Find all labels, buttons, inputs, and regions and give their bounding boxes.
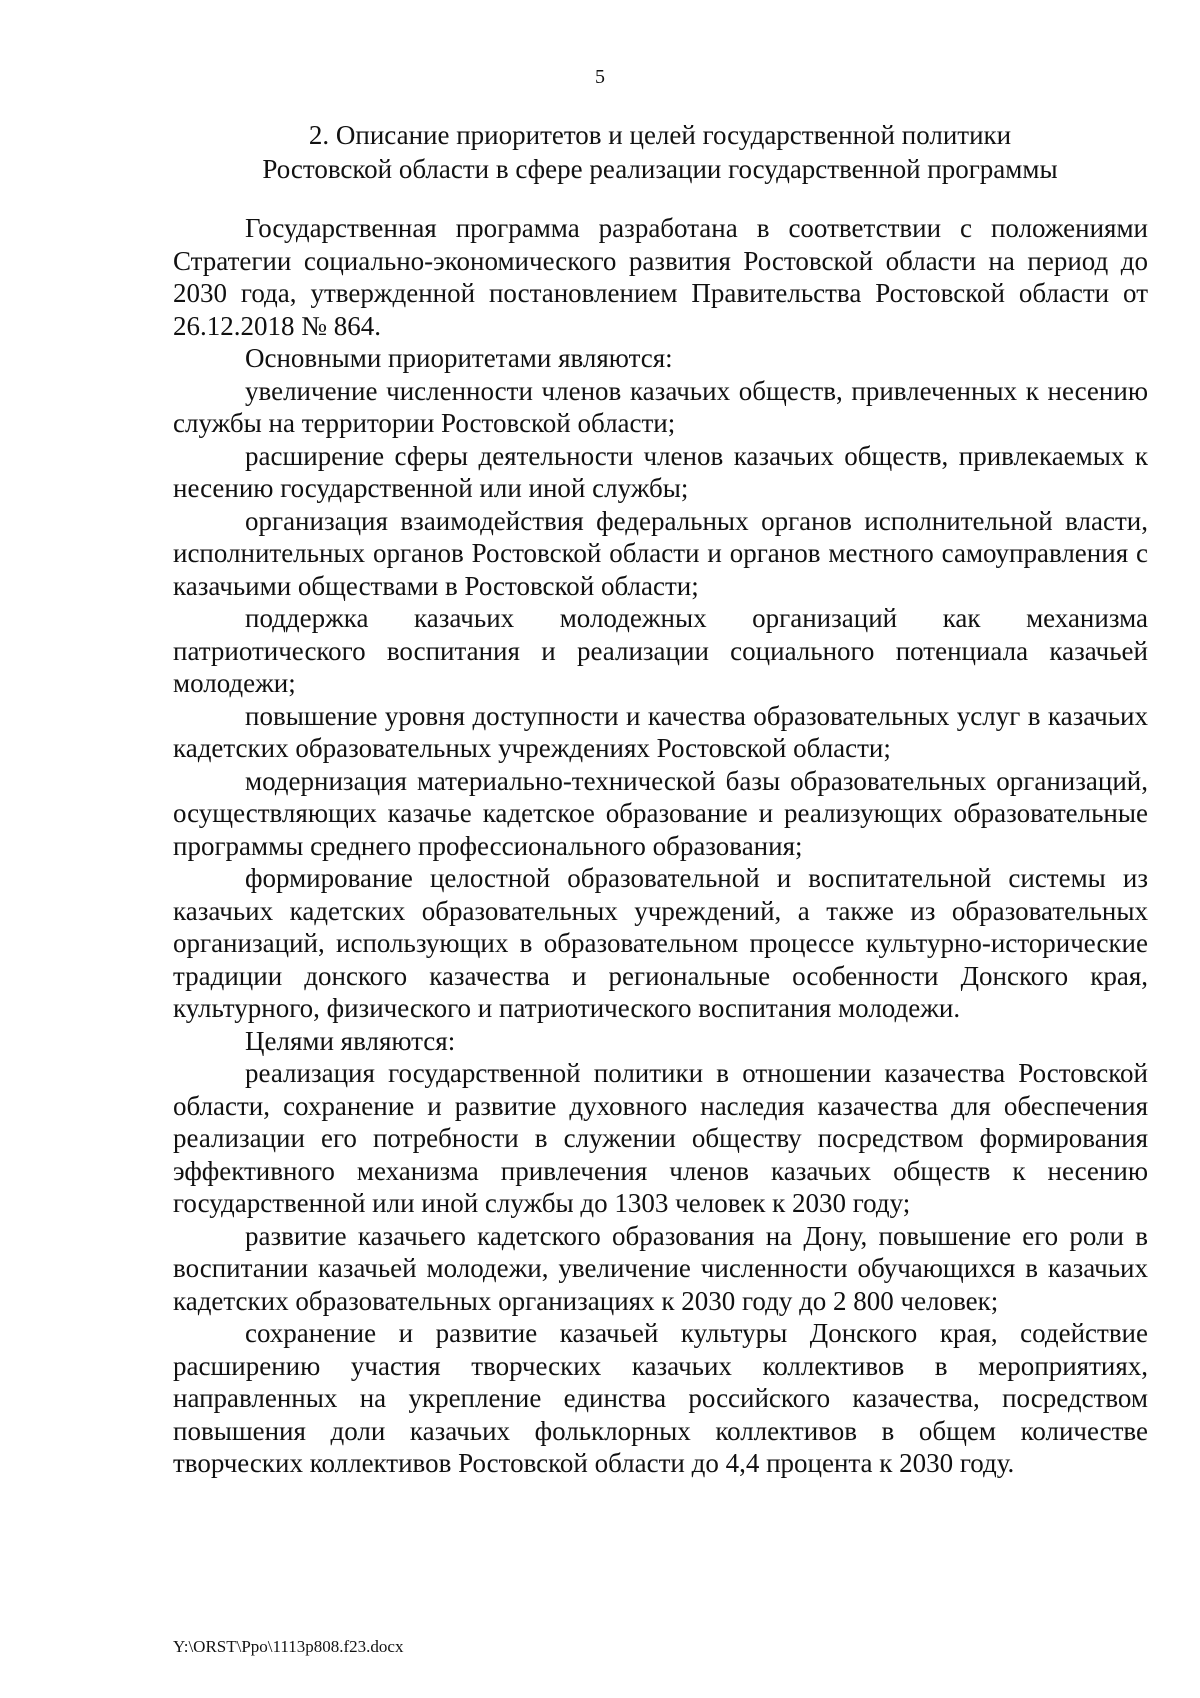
paragraph-priorities-intro: Основными приоритетами являются: [245,343,673,373]
paragraph-priority-4: поддержка казачьих молодежных организаций как механизма патриотического воспитания и реализации социального потенциала казачьей молодежи; [173,603,1148,698]
paragraph-program-basis: Государственная программа разработана в соответствии с положениями Стратегии социально-экономического развития Ростовской области на период до 2030 года, утвержденной постановлением Правительства Ростовской области от 26.12.2018 № 864. [173,213,1148,341]
paragraph-goal-3: сохранение и развитие казачьей культуры Донского края, содействие расширению участия творческих казачьих коллективов в мероприятиях, направленных на укрепление единства российского казачества, посредством повышения доли казачьих фольклорных коллективов в общем количестве творческих коллективов Ростовской области до 4,4 процента к 2030 году. [173,1318,1148,1478]
paragraph-priority-7: формирование целостной образовательной и воспитательной системы из казачьих кадетских образовательных учреждений, а также из образовательных организаций, использующих в образовательном процессе культурно-исторические традиции донского казачества и региональные особенности Донского края, культурного, физического и патриотического воспитания молодежи. [173,863,1148,1023]
document-body [173,212,1148,1480]
page-number: 5 [595,66,605,88]
paragraph-priority-5: повышение уровня доступности и качества образовательных услуг в казачьих кадетских образовательных учреждениях Ростовской области; [173,700,1148,763]
paragraph-priority-3: организация взаимодействия федеральных органов исполнительной власти, исполнительных органов Ростовской области и органов местного самоуправления с казачьими обществами в Ростовской области; [173,505,1148,601]
file-path-footer: Y:\ORST\Ppo\1113p808.f23.docx [173,1637,404,1656]
paragraph-priority-6: модернизация материально-технической базы образовательных организаций, осуществляющих казачье кадетское образование и реализующих образовательные программы среднего профессионального образования; [173,765,1148,861]
section-heading-line-2: Ростовской области в сфере реализации государственной программы [262,154,1058,184]
paragraph-goal-1: реализация государственной политики в отношении казачества Ростовской области, сохранение и развитие духовного наследия казачества для обеспечения реализации его потребности в служении обществу посредством формирования эффективного механизма привлечения членов казачьих обществ к несению государственной или иной службы до 1303 человек к 2030 году; [173,1058,1148,1218]
paragraph-goal-2: развитие казачьего кадетского образования на Дону, повышение его роли в воспитании казачьей молодежи, увеличение численности обучающихся в казачьих кадетских образовательных организациях к 2030 году до 2 800 человек; [173,1220,1148,1316]
section-heading [160,118,1160,186]
section-heading-line-1: 2. Описание приоритетов и целей государственной политики [308,120,1012,150]
paragraph-goals-intro: Целями являются: [245,1025,456,1056]
paragraph-priority-1: увеличение численности членов казачьих обществ, привлеченных к несению службы на территории Ростовской области; [173,375,1148,438]
paragraph-priority-2: расширение сферы деятельности членов казачьих обществ, привлекаемых к несению государственной или иной службы; [173,440,1148,503]
